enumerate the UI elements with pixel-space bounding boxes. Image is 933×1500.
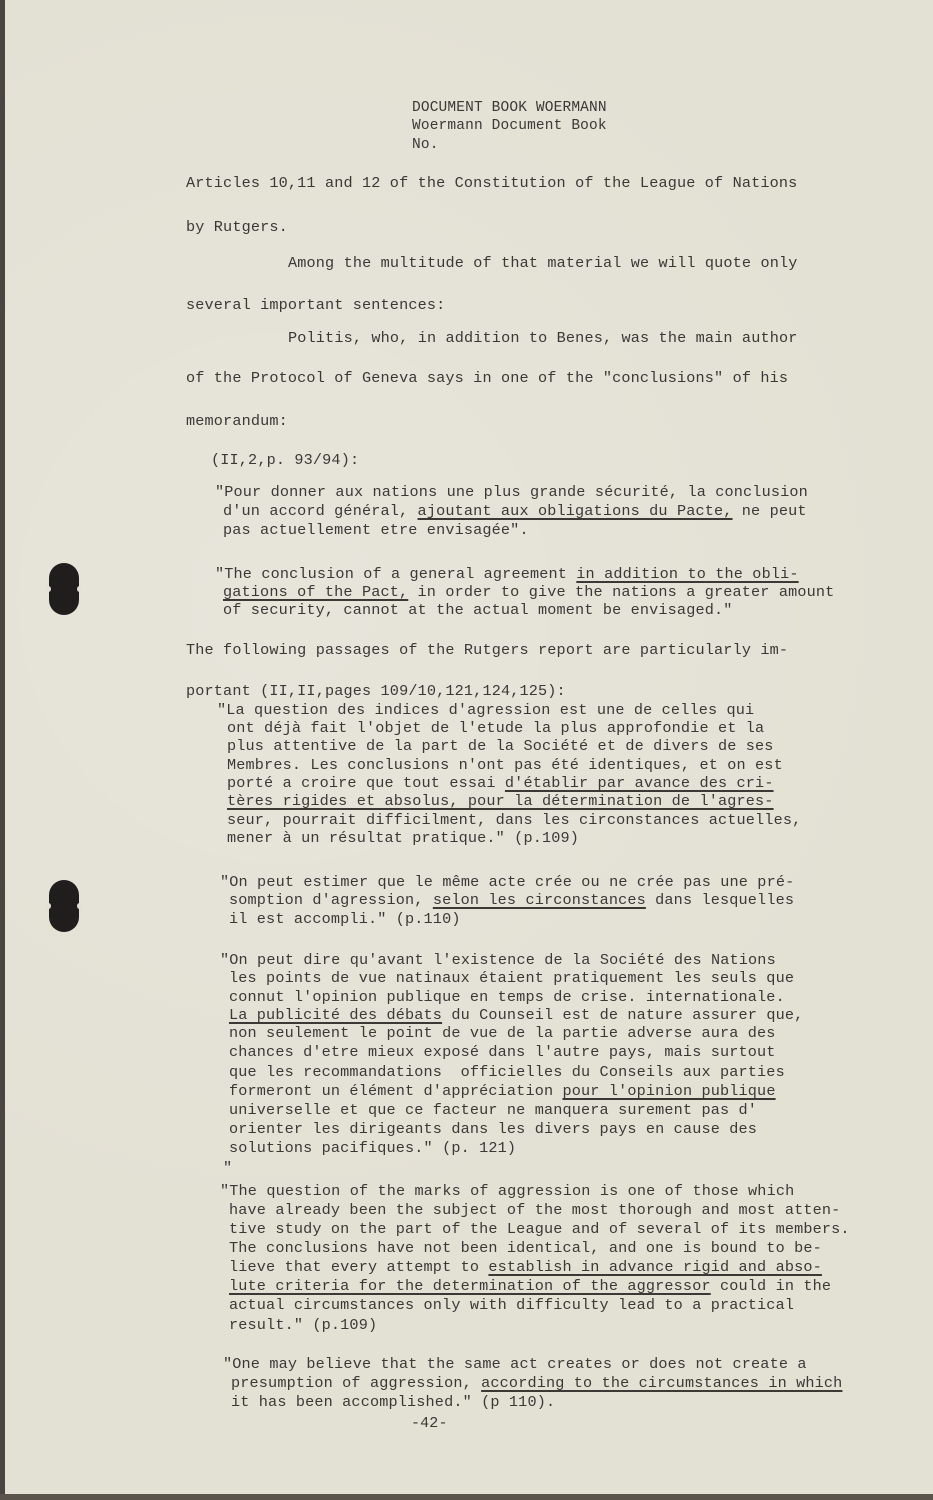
quote-line: tive study on the part of the League and of several of its members.	[229, 1220, 850, 1238]
intro-line: memorandum:	[186, 412, 288, 430]
quote-line: "Pour donner aux nations une plus grande sécurité, la conclusion	[215, 483, 808, 501]
page-bottom-edge	[0, 1494, 933, 1500]
quote-line: connut l'opinion publique en temps de crise. internationale.	[229, 988, 785, 1006]
underlined-phrase: tères rigides et absolus, pour la détermination de l'agres-	[227, 792, 774, 810]
header-title: DOCUMENT BOOK WOERMANN	[412, 100, 607, 116]
quote-line: formeront un élément d'appréciation pour l'opinion publique	[229, 1082, 776, 1100]
quote-line: Membres. Les conclusions n'ont pas été identiques, et on est	[227, 756, 783, 774]
underlined-phrase: ajoutant aux obligations du Pacte,	[417, 502, 733, 520]
quote-line: lieve that every attempt to establish in advance rigid and abso-	[229, 1258, 822, 1276]
underlined-phrase: selon les circonstances	[432, 891, 646, 909]
quote-line: lute criteria for the determination of the aggressor could in the	[229, 1277, 832, 1295]
quote-line: actual circumstances only with difficulty lead to a practical	[229, 1296, 795, 1314]
quote-line: seur, pourrait difficilment, dans les circonstances actuelles,	[227, 811, 802, 829]
quote-line: les points de vue natinaux étaient pratiquement les seuls que	[229, 969, 795, 987]
underlined-phrase: La publicité des débats	[229, 1006, 443, 1024]
underlined-phrase: establish in advance rigid and abso-	[488, 1258, 822, 1276]
quote-line: chances d'etre mieux exposé dans l'autre pays, mais surtout	[229, 1043, 776, 1061]
intro-line: Articles 10,11 and 12 of the Constitution of the League of Nations	[186, 174, 798, 192]
quote-line: have already been the subject of the most thorough and most atten-	[229, 1201, 841, 1219]
quote-line: "One may believe that the same act creates or does not create a	[223, 1355, 807, 1373]
document-page	[5, 0, 933, 1494]
underlined-phrase: in addition to the obli-	[576, 565, 799, 583]
citation-ref: (II,2,p. 93/94):	[211, 451, 360, 469]
quote-line: plus attentive de la part de la Société et de divers de ses	[227, 737, 774, 755]
intro-line: Politis, who, in addition to Benes, was the main author	[288, 329, 798, 347]
intro-line: by Rutgers.	[186, 218, 288, 236]
quote-line: que les recommandations officielles du Conseils aux parties	[229, 1063, 785, 1081]
quote-line: somption d'agression, selon les circonstances dans lesquelles	[229, 891, 795, 909]
intro-line: of the Protocol of Geneva says in one of the "conclusions" of his	[186, 369, 789, 387]
punch-hole-bottom	[49, 880, 79, 932]
quote-line: d'un accord général, ajoutant aux obligations du Pacte, ne peut	[223, 502, 807, 520]
stray-mark: "	[223, 1159, 233, 1177]
quote-line: orienter les dirigeants dans les divers pays en cause des	[229, 1120, 758, 1138]
underlined-phrase: according to the circumstances in which	[481, 1374, 843, 1392]
intro-line: Among the multitude of that material we will quote only	[288, 254, 798, 272]
quote-line	[227, 793, 774, 810]
quote-line: The conclusions have not been identical, and one is bound to be-	[229, 1239, 822, 1257]
quote-line: gations of the Pact, in order to give the nations a greater amount	[223, 583, 835, 601]
intro-line: several important sentences:	[186, 296, 446, 314]
quote-line: ont déjà fait l'objet de l'etude la plus approfondie et la	[227, 719, 765, 737]
underlined-phrase: gations of the Pact,	[223, 583, 409, 601]
quote-line: "On peut dire qu'avant l'existence de la Société des Nations	[220, 951, 776, 969]
quote-line: universelle et que ce facteur ne manquera surement pas d'	[229, 1101, 758, 1119]
quote-line: porté a croire que tout essai d'établir par avance des cri-	[227, 774, 774, 792]
header-number: No.	[412, 137, 439, 153]
quote-line: il est accompli." (p.110)	[229, 910, 461, 928]
underlined-phrase: d'établir par avance des cri-	[504, 774, 774, 792]
quote-line: solutions pacifiques." (p. 121)	[229, 1139, 517, 1157]
quote-line: "On peut estimer que le même acte crée ou ne crée pas une pré-	[220, 873, 795, 891]
header-subtitle: Woermann Document Book	[412, 118, 607, 134]
quote-line: "The conclusion of a general agreement in addition to the obli-	[215, 565, 799, 583]
quote-line: of security, cannot at the actual moment be envisaged."	[223, 601, 733, 619]
quote-line: La publicité des débats du Counseil est de nature assurer que,	[229, 1006, 804, 1024]
quote-line: result." (p.109)	[229, 1316, 378, 1334]
quote-line: non seulement le point de vue de la partie adverse aura des	[229, 1024, 776, 1042]
body-line: The following passages of the Rutgers report are particularly im-	[186, 641, 789, 659]
quote-line: "The question of the marks of aggression is one of those which	[220, 1182, 795, 1200]
punch-hole-top	[49, 563, 79, 615]
quote-line: mener à un résultat pratique." (p.109)	[227, 829, 580, 847]
underlined-phrase: pour l'opinion publique	[562, 1082, 776, 1100]
page-number: -42-	[411, 1415, 448, 1432]
quote-line: presumption of aggression, according to the circumstances in which	[231, 1374, 843, 1392]
underlined-phrase: lute criteria for the determination of the aggressor	[229, 1277, 711, 1295]
quote-line: "La question des indices d'agression est une de celles qui	[217, 701, 755, 719]
quote-line: pas actuellement etre envisagée".	[223, 521, 529, 539]
body-line: portant (II,II,pages 109/10,121,124,125):	[186, 682, 566, 700]
quote-line: it has been accomplished." (p 110).	[231, 1393, 556, 1411]
